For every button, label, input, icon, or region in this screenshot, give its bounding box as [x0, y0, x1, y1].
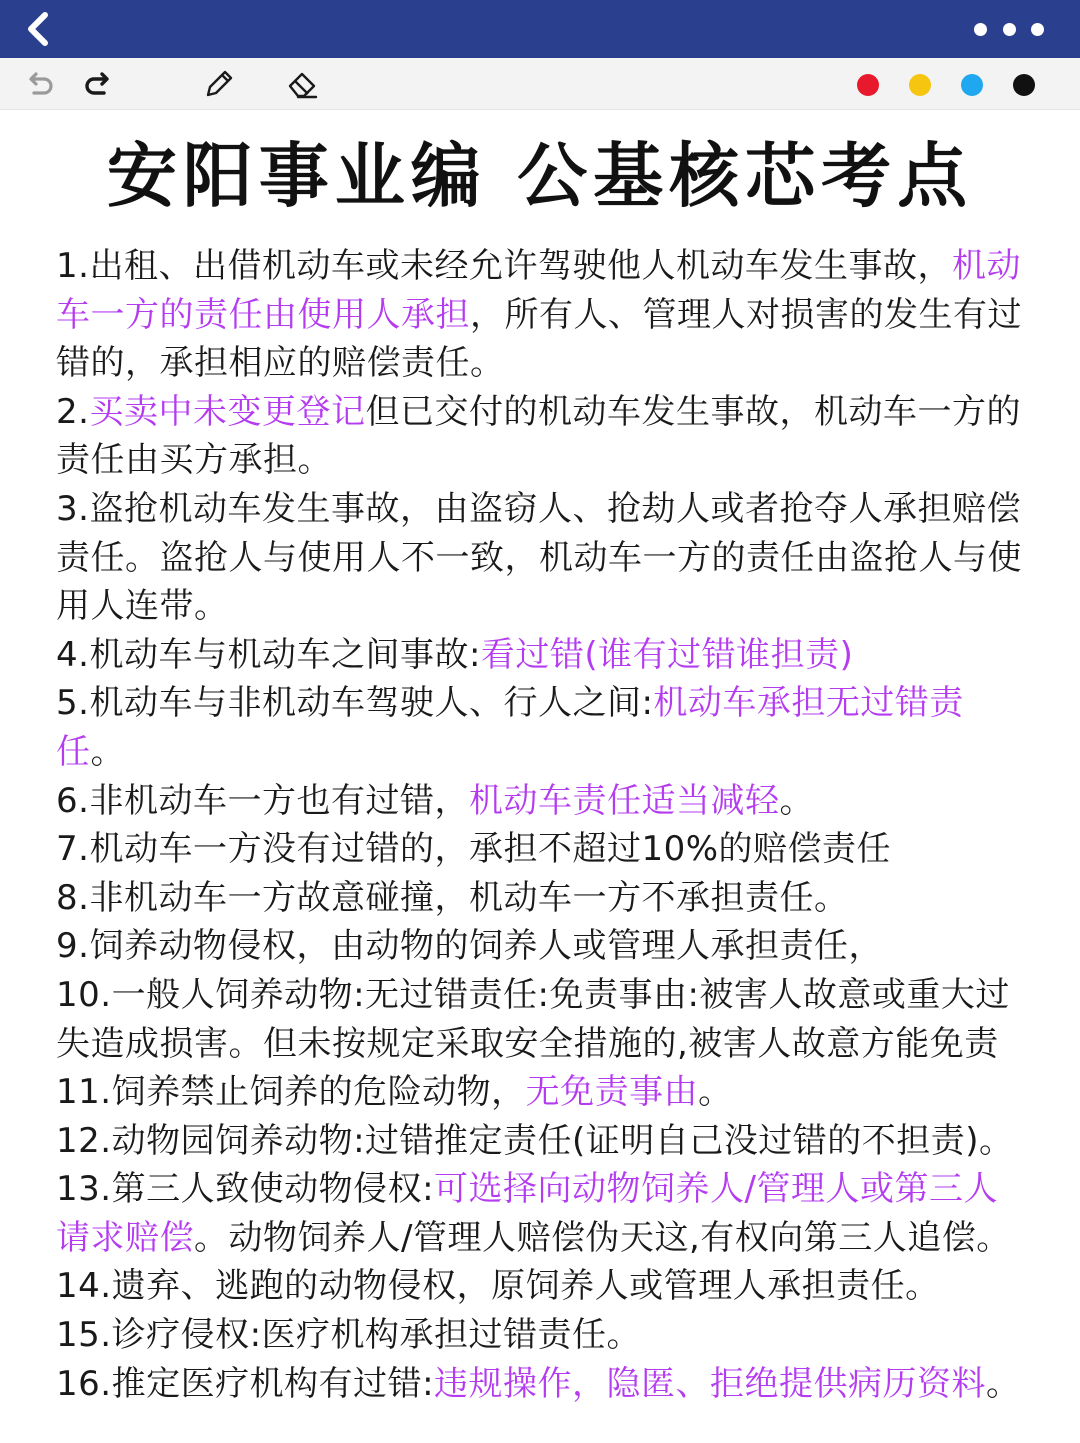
- list-item: 16.推定医疗机构有过错:违规操作，隐匿、拒绝提供病历资料。: [56, 1363, 1021, 1404]
- list-item: 4.机动车与机动车之间事故:看过错(谁有过错谁担责): [56, 634, 854, 675]
- list-item: 6.非机动车一方也有过错，机动车责任适当减轻。: [56, 780, 814, 821]
- highlighted-text: 买卖中未变更登记: [89, 391, 366, 432]
- list-item: 11.饲养禁止饲养的危险动物，无免责事由。: [56, 1072, 733, 1113]
- blue-color-swatch[interactable]: [961, 74, 983, 96]
- highlighted-text: 机动车承担无过错责任: [56, 683, 964, 772]
- highlighted-text: 机动车责任适当减轻: [468, 780, 780, 821]
- list-item: 1.出租、出借机动车或未经允许驾驶他人机动车发生事故，机动车一方的责任由使用人承担，所有人、管理人对损害的发生有过错的，承担相应的赔偿责任。: [56, 246, 1022, 384]
- list-item: 5.机动车与非机动车驾驶人、行人之间:机动车承担无过错责任。: [56, 683, 964, 772]
- list-item: 13.第三人致使动物侵权:可选择向动物饲养人/管理人或第三人请求赔偿。动物饲养人/管理人赔偿伪天这,有权向第三人追偿。: [56, 1169, 1011, 1258]
- undo-icon[interactable]: [22, 66, 58, 102]
- list-item: 15.诊疗侵权:医疗机构承担过错责任。: [56, 1315, 642, 1356]
- list-item: 2.买卖中未变更登记但已交付的机动车发生事故，机动车一方的责任由买方承担。: [56, 391, 1021, 481]
- highlighted-text: 可选择向动物饲养人/管理人或第三人请求赔偿: [56, 1169, 998, 1258]
- back-icon[interactable]: [18, 8, 60, 50]
- more-icon[interactable]: [974, 18, 1044, 40]
- highlighted-text: 机动车一方的责任由使用人承担: [56, 246, 1021, 335]
- red-color-swatch[interactable]: [857, 74, 879, 96]
- list-item: 3.盗抢机动车发生事故，由盗窃人、抢劫人或者抢夺人承担赔偿责任。盗抢人与使用人不一致，机动车一方的责任由盗抢人与使用人连带。: [56, 488, 1022, 627]
- highlighted-text: 看过错(谁有过错谁担责): [480, 634, 854, 675]
- redo-icon[interactable]: [80, 66, 116, 102]
- list-item: 10.一般人饲养动物:无过错责任:免责事由:被害人故意或重大过失造成损害。但未按规定采取安全措施的,被害人故意方能免责: [56, 974, 1010, 1064]
- list-item: 14.遗弃、逃跑的动物侵权，原饲养人或管理人承担责任。: [56, 1266, 940, 1307]
- page-title: 安阳事业编 公基核芯考点: [106, 135, 974, 217]
- pen-icon[interactable]: [200, 66, 236, 102]
- list-item: 8.非机动车一方故意碰撞，机动车一方不承担责任。: [56, 877, 849, 918]
- list-item: 9.饲养动物侵权，由动物的饲养人或管理人承担责任，: [56, 926, 883, 967]
- black-color-swatch[interactable]: [1013, 74, 1035, 96]
- highlighted-text: 无免责事由: [525, 1072, 699, 1113]
- list-item: 7.机动车一方没有过错的，承担不超过10%的赔偿责任: [56, 829, 892, 870]
- eraser-icon[interactable]: [284, 66, 320, 102]
- key-points-list: [56, 242, 1031, 1408]
- list-item: 12.动物园饲养动物:过错推定责任(证明自己没过错的不担责)。: [56, 1120, 1014, 1161]
- yellow-color-swatch[interactable]: [909, 74, 931, 96]
- highlighted-text: 违规操作，隐匿、拒绝提供病历资料: [434, 1363, 987, 1404]
- top-navigation-bar: [0, 0, 1080, 58]
